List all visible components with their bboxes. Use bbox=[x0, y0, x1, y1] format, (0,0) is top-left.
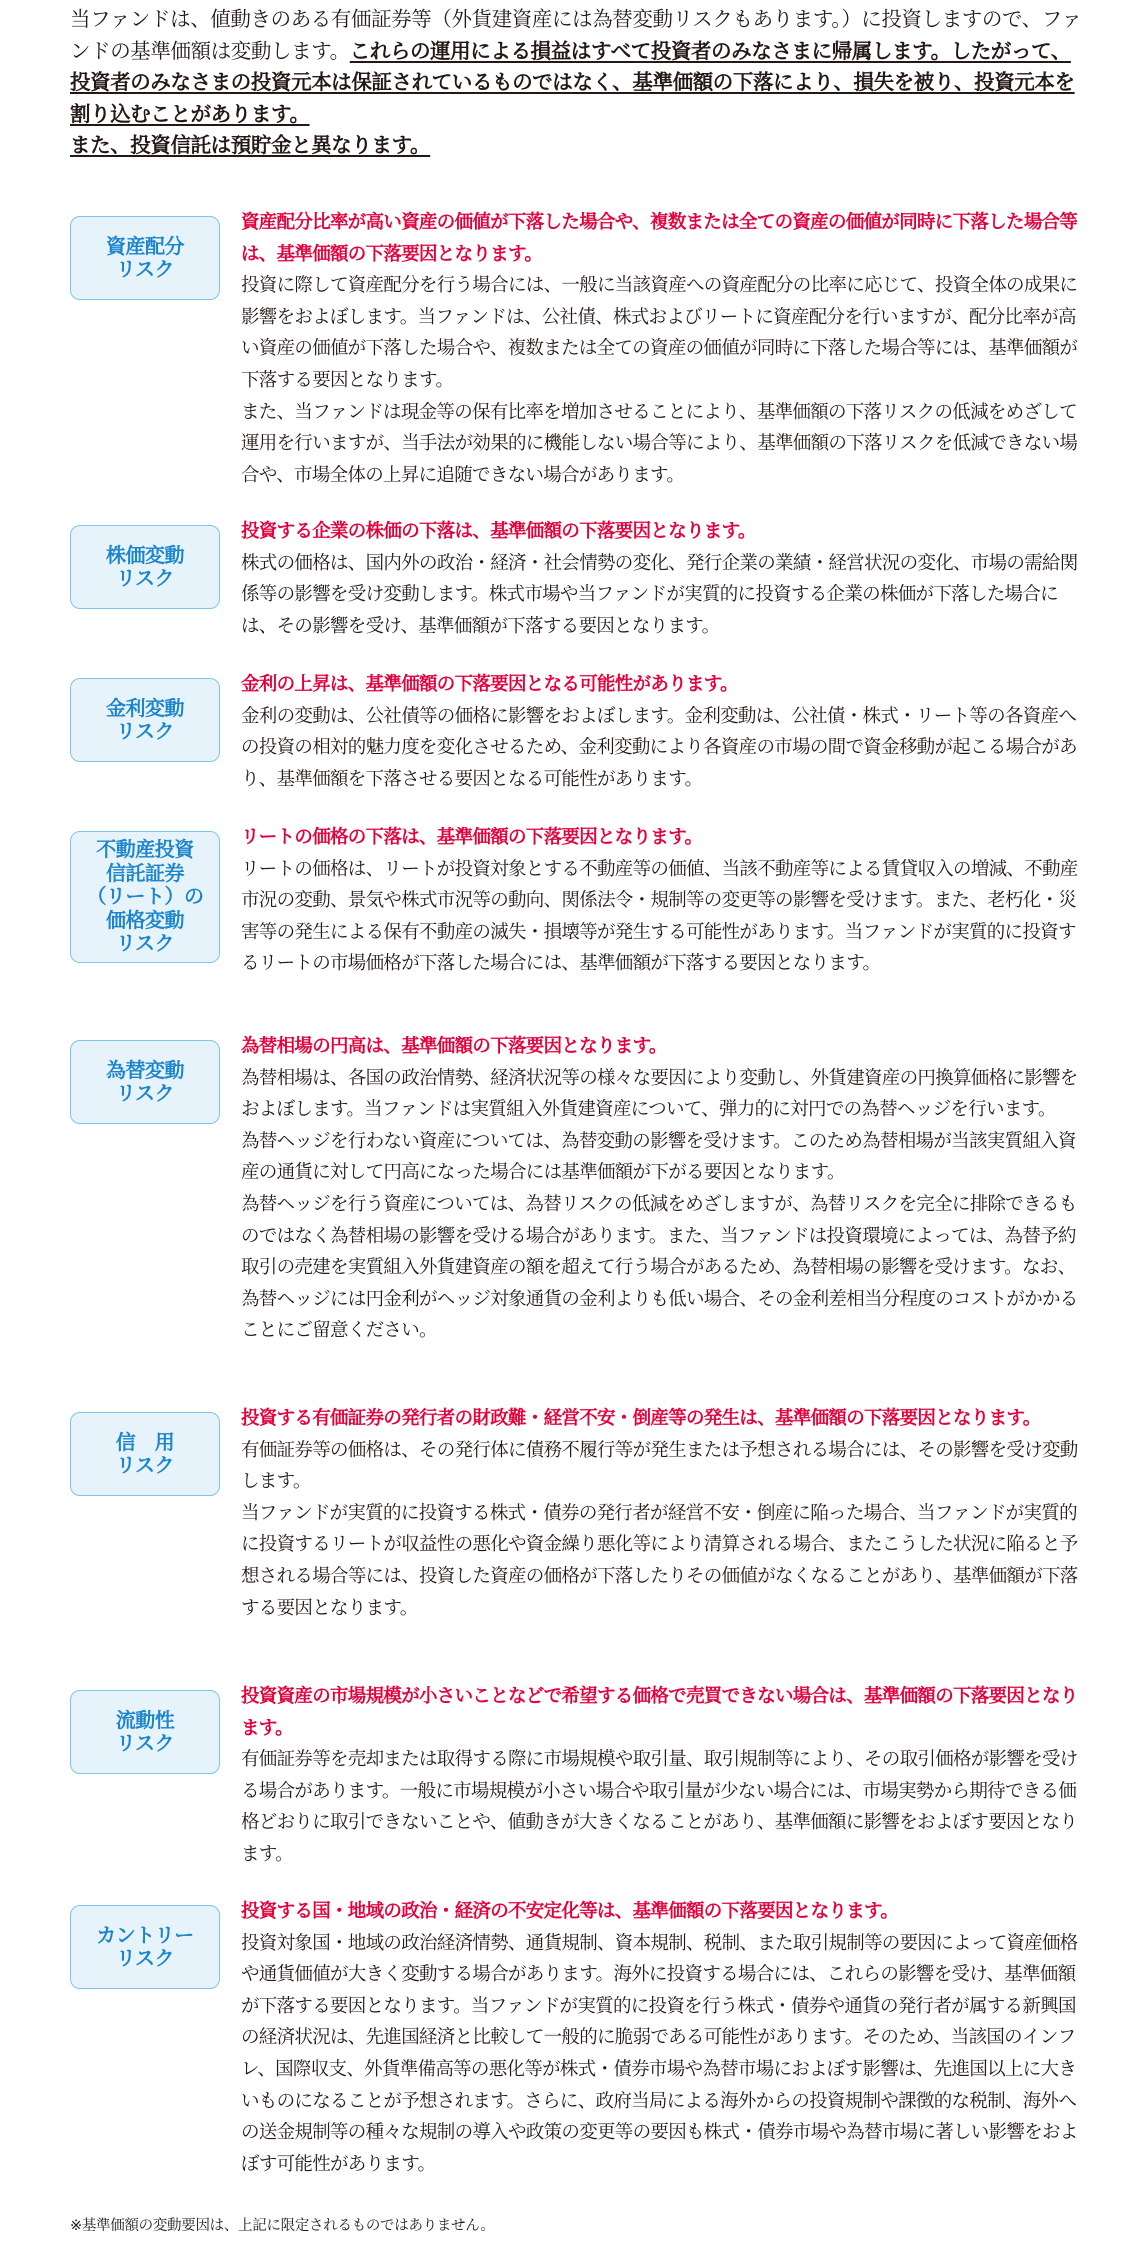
risk-badge: 資産配分 リスク bbox=[70, 216, 220, 300]
risk-content bbox=[241, 669, 1087, 795]
risk-content bbox=[241, 1896, 1087, 2180]
risk-badge: 不動産投資 信託証券 （リート）の 価格変動 リスク bbox=[70, 831, 220, 963]
risk-badge: 為替変動 リスク bbox=[70, 1040, 220, 1124]
risk-body-paragraph: 当ファンドが実質的に投資する株式・債券の発行者が経営不安・倒産に陥った場合、当ファンドが実質的に投資するリートが収益性の悪化や資金繰り悪化等により清算される場合、またこうした状況に陥ると予想される場合等には、投資した資産の価格が下落したりその価値がなくなることがあり、基準価額が下落する要因となります。 bbox=[241, 1502, 1078, 1619]
risk-body-paragraph: また、当ファンドは現金等の保有比率を増加させることにより、基準価額の下落リスクの低減をめざして運用を行いますが、当手法が効果的に機能しない場合等により、基準価額の下落リスクを低減できない場合や、市場全体の上昇に追随できない場合があります。 bbox=[241, 401, 1078, 486]
intro-emphasis-deposit: また、投資信託は預貯金と異なります。 bbox=[70, 133, 431, 157]
risk-body-paragraph: 投資対象国・地域の政治経済情勢、通貨規制、資本規制、税制、また取引規制等の要因によって資産価格や通貨価値が大きく変動する場合があります。海外に投資する場合には、これらの影響を受け、基準価額が下落する要因となります。当ファンドが実質的に投資を行う株式・債券や通貨の発行者が属する新興国の経済状況は、先進国経済と比較して一般的に脆弱である可能性があります。そのため、当該国のインフレ、国際収支、外貨準備高等の悪化等が株式・債券市場や為替市場におよぼす影響は、先進国以上に大きいものになることが予想されます。さらに、政府当局による海外からの投資規制や課徴的な税制、海外への送金規制等の種々な規制の導入や政策の変更等の要因も株式・債券市場や為替市場に著しい影響をおよぼす可能性があります。 bbox=[241, 1932, 1078, 2175]
risk-headline: 金利の上昇は、基準価額の下落要因となる可能性があります。 bbox=[241, 674, 738, 695]
risk-headline: 投資資産の市場規模が小さいことなどで希望する価格で売買できない場合は、基準価額の下落要因となります。 bbox=[241, 1686, 1078, 1739]
risk-headline: リートの価格の下落は、基準価額の下落要因となります。 bbox=[241, 827, 703, 848]
risk-body-paragraph: リートの価格は、リートが投資対象とする不動産等の価値、当該不動産等による賃貸収入の増減、不動産市況の変動、景気や株式市況等の動向、関係法令・規制等の変更等の影響を受けます。また、老朽化・災害等の発生による保有不動産の滅失・損壊等が発生する可能性があります。当ファンドが実質的に投資するリートの市場価格が下落した場合には、基準価額が下落する要因となります。 bbox=[241, 858, 1078, 975]
risk-badge: 株価変動 リスク bbox=[70, 525, 220, 609]
risk-body-paragraph: 株式の価格は、国内外の政治・経済・社会情勢の変化、発行企業の業績・経営状況の変化、市場の需給関係等の影響を受け変動します。株式市場や当ファンドが実質的に投資する企業の株価が下落した場合には、その影響を受け、基準価額が下落する要因となります。 bbox=[241, 552, 1078, 637]
risk-body-paragraph: 為替ヘッジを行わない資産については、為替変動の影響を受けます。このため為替相場が当該実質組入資産の通貨に対して円高になった場合には基準価額が下がる要因となります。 bbox=[241, 1130, 1076, 1184]
intro-paragraph bbox=[70, 4, 1082, 130]
risk-content bbox=[241, 516, 1087, 642]
risk-content bbox=[241, 1031, 1087, 1347]
risk-body-paragraph: 金利の変動は、公社債等の価格に影響をおよぼします。金利変動は、公社債・株式・リート等の各資産への投資の相対的魅力度を変化させるため、金利変動により各資産の市場の間で資金移動が起こる場合があり、基準価額を下落させる要因となる可能性があります。 bbox=[241, 705, 1077, 790]
risk-headline: 投資する企業の株価の下落は、基準価額の下落要因となります。 bbox=[241, 521, 756, 542]
risk-body-paragraph: 為替ヘッジを行う資産については、為替リスクの低減をめざしますが、為替リスクを完全に排除できるものではなく為替相場の影響を受ける場合があります。また、当ファンドは投資環境によっては、為替予約取引の売建を実質組入外貨建資産の額を超えて行う場合があるため、為替相場の影響を受けます。なお、為替ヘッジには円金利がヘッジ対象通貨の金利よりも低い場合、その金利差相当分程度のコストがかかることにご留意ください。 bbox=[241, 1193, 1078, 1342]
intro-section bbox=[70, 4, 1082, 162]
risk-headline: 資産配分比率が高い資産の価値が下落した場合や、複数または全ての資産の価値が同時に下落した場合等は、基準価額の下落要因となります。 bbox=[241, 212, 1078, 265]
risk-headline: 投資する有価証券の発行者の財政難・経営不安・倒産等の発生は、基準価額の下落要因となります。 bbox=[241, 1408, 1041, 1429]
risk-badge: 信 用 リスク bbox=[70, 1412, 220, 1496]
risk-content bbox=[241, 207, 1087, 491]
intro-emphasis-loss: これらの運用による損益はすべて投資者のみなさまに帰属します。したがって、投資者のみなさまの投資元本は保証されているものではなく、基準価額の下落により、損失を被り、投資元本を割り込むことがあります。 bbox=[70, 38, 1075, 126]
risk-body-paragraph: 投資に際して資産配分を行う場合には、一般に当該資産への資産配分の比率に応じて、投資全体の成果に影響をおよぼします。当ファンドは、公社債、株式およびリートに資産配分を行いますが、配分比率が高い資産の価値が下落した場合や、複数または全ての資産の価値が同時に下落した場合等には、基準価額が下落する要因となります。 bbox=[241, 275, 1078, 391]
risk-body-paragraph: 為替相場は、各国の政治情勢、経済状況等の様々な要因により変動し、外貨建資産の円換算価格に影響をおよぼします。当ファンドは実質組入外貨建資産について、弾力的に対円での為替ヘッジを行います。 bbox=[241, 1067, 1078, 1121]
intro-deposit-note-line bbox=[70, 130, 1082, 162]
risk-badge: カントリー リスク bbox=[70, 1905, 220, 1989]
footnote: ※基準価額の変動要因は、上記に限定されるものではありません。 bbox=[70, 2218, 495, 2234]
risk-headline: 投資する国・地域の政治・経済の不安定化等は、基準価額の下落要因となります。 bbox=[241, 1901, 899, 1922]
risk-badge: 流動性 リスク bbox=[70, 1690, 220, 1774]
risk-headline: 為替相場の円高は、基準価額の下落要因となります。 bbox=[241, 1036, 667, 1057]
risk-body-paragraph: 有価証券等の価格は、その発行体に債務不履行等が発生または予想される場合には、その影響を受け変動します。 bbox=[241, 1439, 1078, 1493]
risk-content bbox=[241, 1403, 1087, 1624]
risk-body-paragraph: 有価証券等を売却または取得する際に市場規模や取引量、取引規制等により、その取引価格が影響を受ける場合があります。一般に市場規模が小さい場合や取引量が少ない場合には、市場実勢から期待できる価格どおりに取引できないことや、値動きが大きくなることがあり、基準価額に影響をおよぼす要因となります。 bbox=[241, 1749, 1078, 1865]
risk-content bbox=[241, 1681, 1087, 1871]
risk-badge: 金利変動 リスク bbox=[70, 678, 220, 762]
risk-content bbox=[241, 822, 1087, 980]
intro-plain-text: 当ファンドは、値動きのある有価証券等（外貨建資産には為替変動リスクもあります。）に投資しますので、ファンドの基準価額は変動します。 bbox=[70, 7, 1082, 63]
